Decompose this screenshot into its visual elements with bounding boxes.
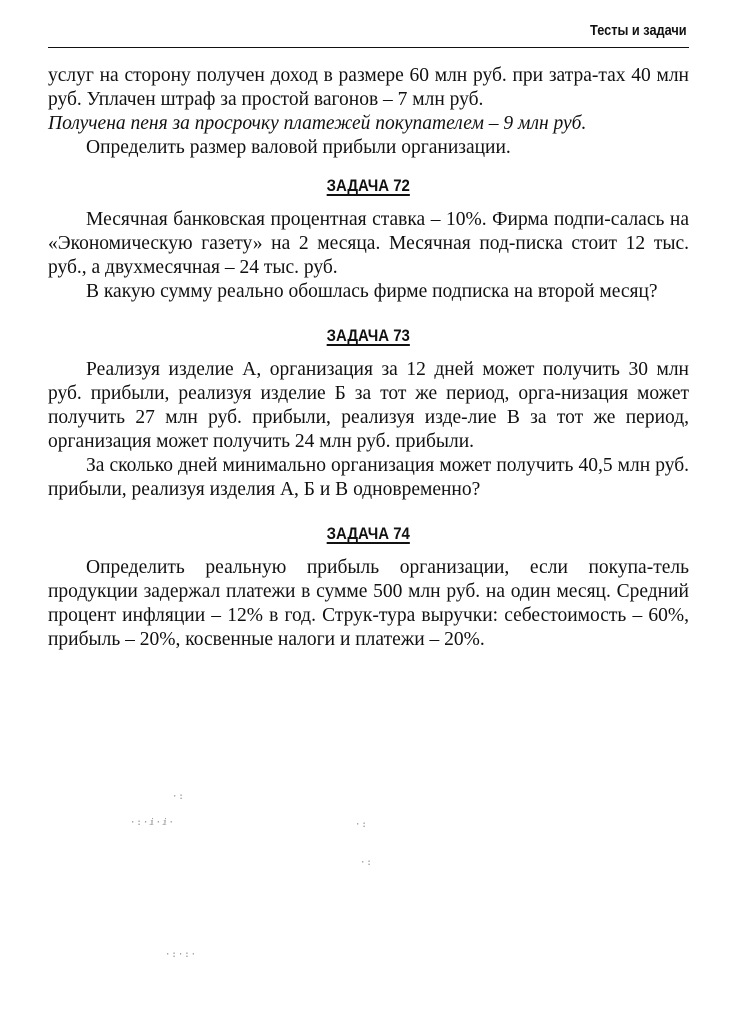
- continuation-question: Определить размер валовой прибыли организации.: [86, 137, 511, 158]
- scan-noise: ·:·:·: [165, 950, 198, 960]
- task-73-heading-wrap: [48, 326, 689, 346]
- task-72-question: В какую сумму реально обошлась фирме подписка на второй месяц?: [86, 281, 658, 302]
- task-72-heading: ЗАДАЧА 72: [326, 176, 411, 195]
- continuation-text-last: Получена пеня за просрочку платежей покупателем – 9 млн руб.: [48, 113, 587, 134]
- task-72-heading-wrap: [48, 176, 689, 196]
- continuation-text: услуг на сторону получен доход в размере 60 млн руб. при затра-тах 40 млн руб. Уплачен штраф за простой вагонов – 7 млн руб.: [48, 65, 689, 110]
- task-73-heading: ЗАДАЧА 73: [326, 326, 411, 345]
- scan-noise: ·:·ⅈ·ⅈ·: [130, 818, 175, 828]
- task-73-question: За сколько дней минимально организация может получить 40,5 млн руб. прибыли, реализуя изделия А, Б и В одновременно?: [48, 455, 689, 500]
- task-74-condition: Определить реальную прибыль организации, если покупа-тель продукции задержал платежи в сумме 500 млн руб. на один месяц. Средний процент инфляции – 12% в год. Струк-тура выручки: себестоимость – 60%, прибыль – 20%, косвенные налоги и платежи – 20%.: [48, 557, 689, 650]
- task-74-heading-wrap: [48, 524, 689, 544]
- scan-noise: ·:: [172, 792, 185, 802]
- scan-noise: ·:: [360, 858, 373, 868]
- page-body: [48, 64, 689, 652]
- running-head: Тесты и задачи: [590, 22, 687, 39]
- task-74-heading: ЗАДАЧА 74: [326, 524, 411, 543]
- scan-noise: ·:: [355, 820, 368, 830]
- task-72-condition: Месячная банковская процентная ставка – 10%. Фирма подпи-салась на «Экономическую газету» на 2 месяца. Месячная под-писка стоит 12 тыс. руб., а двухмесячная – 24 тыс. руб.: [48, 209, 689, 278]
- task-73-condition: Реализуя изделие А, организация за 12 дней может получить 30 млн руб. прибыли, реализуя изделие Б за тот же период, орга-низация может получить 27 млн руб. прибыли, реализуя изде-лие В за тот же период, организация может получить 24 млн руб. прибыли.: [48, 359, 689, 452]
- header-rule: [48, 47, 689, 48]
